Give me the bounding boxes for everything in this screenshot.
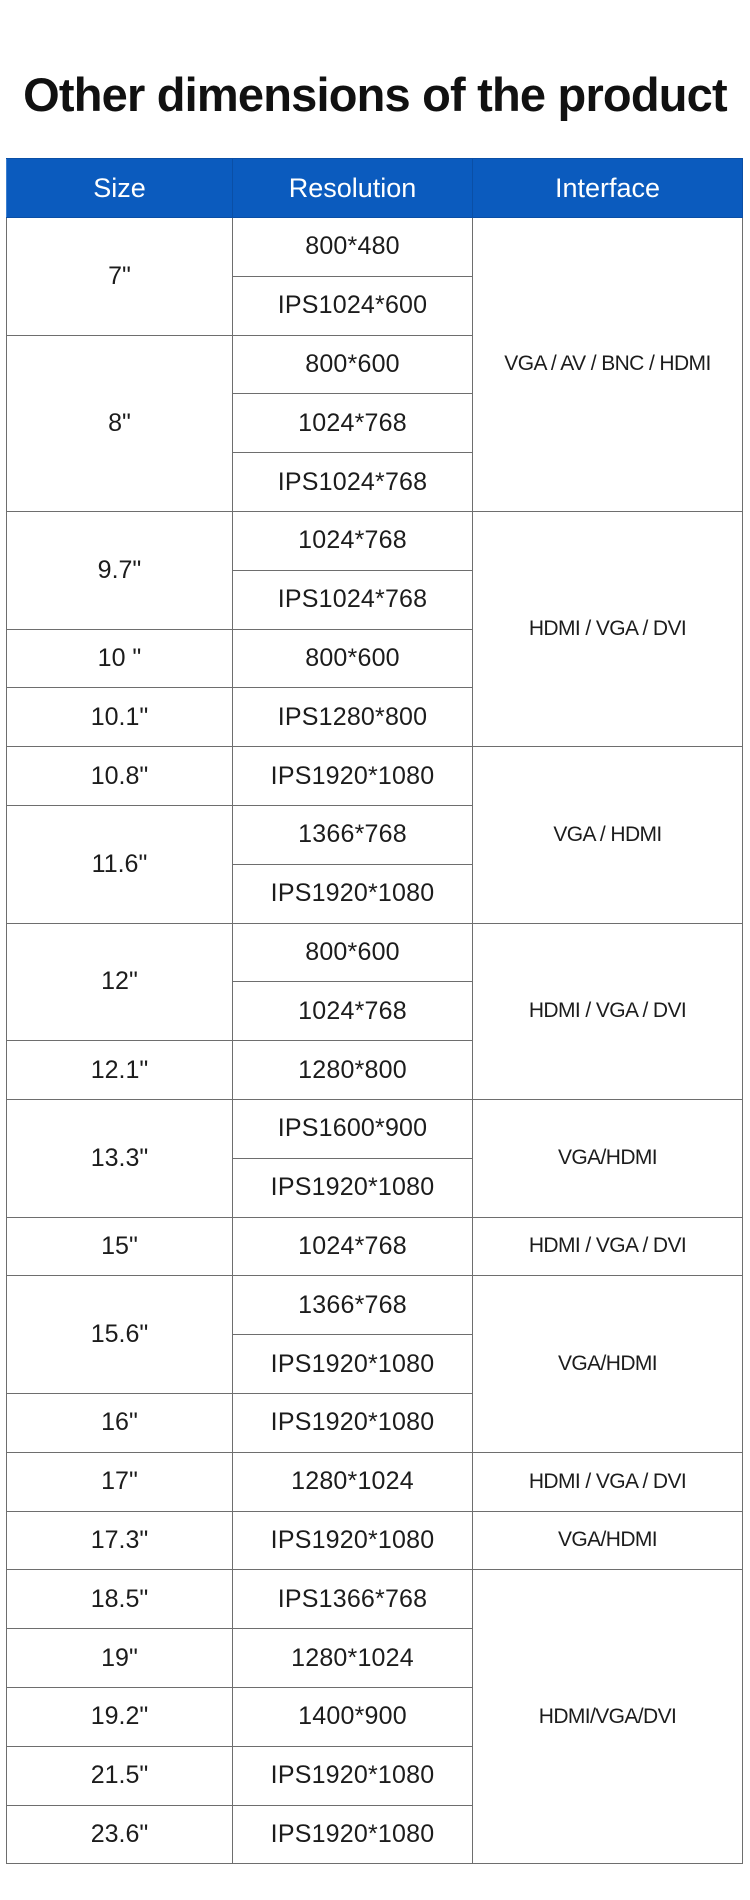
table-row xyxy=(7,1511,743,1570)
interface-cell: HDMI / VGA / DVI xyxy=(473,923,743,1099)
resolution-cell: IPS1920*1080 xyxy=(233,1511,473,1570)
resolution-cell: IPS1920*1080 xyxy=(233,1335,473,1394)
size-cell: 12" xyxy=(7,923,233,1041)
table-row xyxy=(7,747,743,806)
size-cell: 7" xyxy=(7,218,233,336)
resolution-cell: IPS1024*768 xyxy=(233,570,473,629)
table-row xyxy=(7,1217,743,1276)
size-cell: 23.6" xyxy=(7,1805,233,1864)
page-title: Other dimensions of the product xyxy=(23,68,727,121)
size-cell: 15" xyxy=(7,1217,233,1276)
size-cell: 21.5" xyxy=(7,1746,233,1805)
resolution-cell: IPS1024*600 xyxy=(233,276,473,335)
resolution-cell: 1280*800 xyxy=(233,1041,473,1100)
size-cell: 13.3" xyxy=(7,1099,233,1217)
resolution-cell: IPS1920*1080 xyxy=(233,747,473,806)
size-cell: 19.2" xyxy=(7,1687,233,1746)
resolution-cell: 800*600 xyxy=(233,335,473,394)
table-row xyxy=(7,1099,743,1158)
size-cell: 10 " xyxy=(7,629,233,688)
resolution-cell: 800*600 xyxy=(233,923,473,982)
size-cell: 10.8" xyxy=(7,747,233,806)
resolution-cell: 1366*768 xyxy=(233,1276,473,1335)
resolution-cell: 1024*768 xyxy=(233,1217,473,1276)
resolution-cell: IPS1920*1080 xyxy=(233,1746,473,1805)
table-row xyxy=(7,1570,743,1629)
size-cell: 17.3" xyxy=(7,1511,233,1570)
size-cell: 10.1" xyxy=(7,688,233,747)
resolution-cell: IPS1600*900 xyxy=(233,1099,473,1158)
resolution-cell: 1024*768 xyxy=(233,982,473,1041)
header-size: Size xyxy=(7,159,233,218)
interface-cell: HDMI / VGA / DVI xyxy=(473,511,743,746)
resolution-cell: IPS1024*768 xyxy=(233,453,473,512)
resolution-cell: IPS1920*1080 xyxy=(233,1393,473,1452)
resolution-cell: 1400*900 xyxy=(233,1687,473,1746)
resolution-cell: 1024*768 xyxy=(233,511,473,570)
size-cell: 19" xyxy=(7,1629,233,1688)
resolution-cell: 1280*1024 xyxy=(233,1629,473,1688)
resolution-cell: 800*600 xyxy=(233,629,473,688)
header-resolution: Resolution xyxy=(233,159,473,218)
table-row xyxy=(7,1452,743,1511)
resolution-cell: IPS1366*768 xyxy=(233,1570,473,1629)
resolution-cell: IPS1920*1080 xyxy=(233,1805,473,1864)
table-row xyxy=(7,511,743,570)
table-header-row xyxy=(7,159,743,218)
header-interface: Interface xyxy=(473,159,743,218)
size-cell: 15.6" xyxy=(7,1276,233,1394)
resolution-cell: IPS1920*1080 xyxy=(233,864,473,923)
interface-cell: HDMI/VGA/DVI xyxy=(473,1570,743,1864)
table-row xyxy=(7,923,743,982)
size-cell: 8" xyxy=(7,335,233,511)
size-cell: 18.5" xyxy=(7,1570,233,1629)
size-cell: 16" xyxy=(7,1393,233,1452)
resolution-cell: 1024*768 xyxy=(233,394,473,453)
size-cell: 12.1" xyxy=(7,1041,233,1100)
resolution-cell: IPS1280*800 xyxy=(233,688,473,747)
table-row xyxy=(7,218,743,277)
table-row xyxy=(7,1276,743,1335)
interface-cell: VGA / HDMI xyxy=(473,747,743,923)
resolution-cell: 1366*768 xyxy=(233,805,473,864)
interface-cell: VGA/HDMI xyxy=(473,1099,743,1217)
resolution-cell: IPS1920*1080 xyxy=(233,1158,473,1217)
size-cell: 17" xyxy=(7,1452,233,1511)
resolution-cell: 800*480 xyxy=(233,218,473,277)
spec-table xyxy=(6,158,743,1864)
interface-cell: HDMI / VGA / DVI xyxy=(473,1452,743,1511)
size-cell: 9.7" xyxy=(7,511,233,629)
interface-cell: VGA/HDMI xyxy=(473,1511,743,1570)
interface-cell: VGA / AV / BNC / HDMI xyxy=(473,218,743,512)
interface-cell: HDMI / VGA / DVI xyxy=(473,1217,743,1276)
resolution-cell: 1280*1024 xyxy=(233,1452,473,1511)
interface-cell: VGA/HDMI xyxy=(473,1276,743,1452)
size-cell: 11.6" xyxy=(7,805,233,923)
